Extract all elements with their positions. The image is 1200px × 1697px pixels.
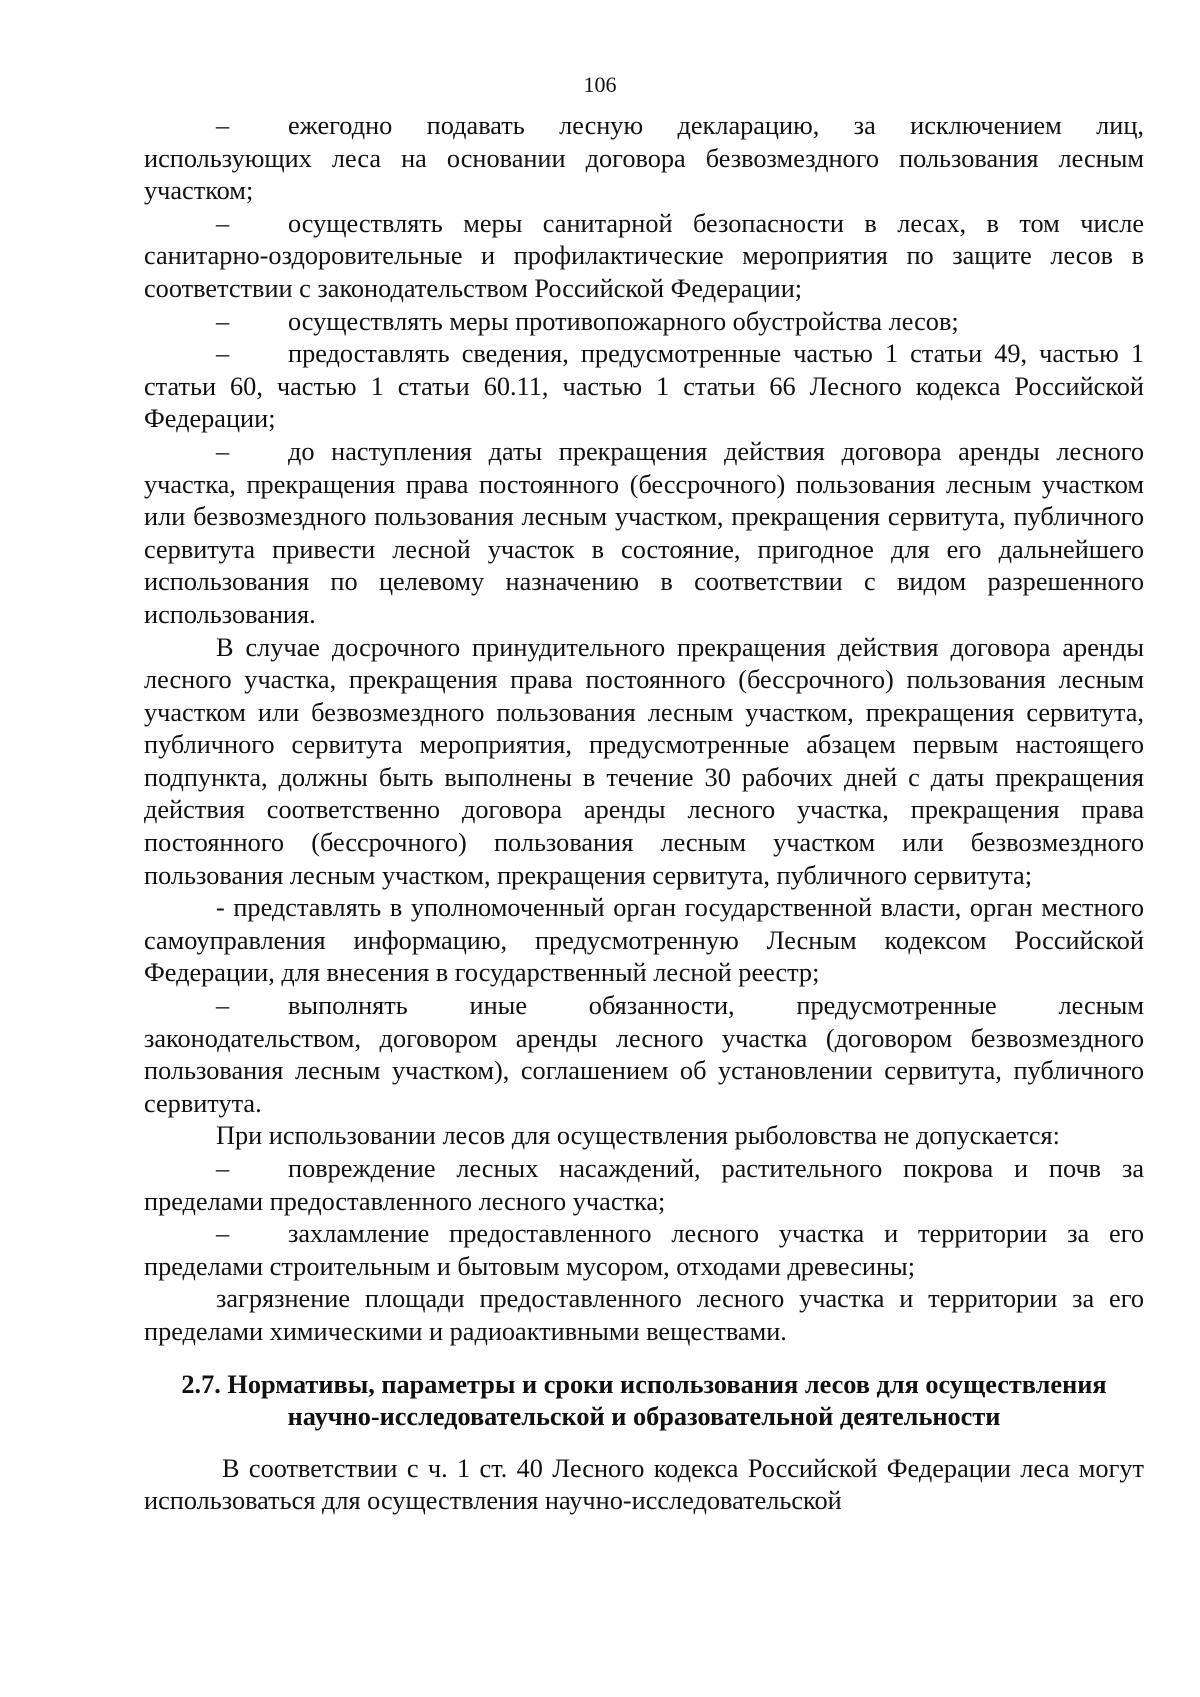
list-item-text: до наступления даты прекращения действия договора аренды лесного участка, прекращения права постоянного (бессрочного) пользования лесным участком или безвозмездного пользования лесным участком, прекращения сервитута, публичного сервитута привести лесной участок в состояние, пригодное для его дальнейшего использования по целевому назначению в соответствии с видом разрешенного использования.	[144, 436, 1144, 629]
body-paragraph: В соответствии с ч. 1 ст. 40 Лесного кодекса Российской Федерации леса могут использоваться для осуществления научно-исследовательской	[144, 1453, 1144, 1516]
list-item	[144, 110, 1144, 208]
list-dash: –	[216, 208, 230, 238]
page-number: 106	[583, 72, 617, 97]
list-dash: –	[216, 111, 230, 140]
list-item-text: осуществлять меры санитарной безопасности в лесах, в том числе санитарно-оздоровительные и профилактические мероприятия по защите лесов в соответствии с законодательством Российской Федерации;	[144, 208, 1144, 303]
list-item-text: повреждение лесных насаждений, растительного покрова и почв за пределами предоставленного лесного участка;	[144, 1154, 1144, 1216]
section-heading: 2.7. Нормативы, параметры и сроки использования лесов для осуществления научно-исследовательской и образовательной деятельности	[181, 1369, 1107, 1431]
list-dash: –	[216, 306, 230, 336]
list-item	[144, 1153, 1144, 1218]
list-item-text: осуществлять меры противопожарного обустройства лесов;	[288, 306, 959, 336]
body-paragraph: загрязнение площади предоставленного лесного участка и территории за его пределами химическими и радиоактивными веществами.	[144, 1284, 1144, 1346]
list-item	[144, 436, 1144, 632]
list-item	[144, 208, 1144, 306]
list-item-text: захламление предоставленного лесного участка и территории за его пределами строительным и бытовым мусором, отходами древесины;	[144, 1219, 1144, 1281]
list-dash: –	[216, 991, 230, 1021]
list-dash: –	[216, 1219, 230, 1249]
body-paragraph: При использовании лесов для осуществления рыболовства не допускается:	[216, 1121, 1060, 1151]
list-dash: –	[216, 1154, 230, 1183]
list-item-text: ежегодно подавать лесную декларацию, за исключением лиц, использующих леса на основании договора безвозмездного пользования лесным участком;	[144, 111, 1144, 206]
list-dash: –	[216, 339, 230, 369]
list-item	[144, 1218, 1144, 1283]
body-paragraph: - представлять в уполномоченный орган государственной власти, орган местного самоуправления информацию, предусмотренную Лесным кодексом Российской Федерации, для внесения в государственный лесной реестр;	[144, 893, 1144, 988]
list-item-text: выполнять иные обязанности, предусмотренные лесным законодательством, договором аренды лесного участка (договором безвозмездного пользования лесным участком), соглашением об установлении сервитута, публичного сервитута.	[144, 991, 1144, 1118]
list-item-text: предоставлять сведения, предусмотренные частью 1 статьи 49, частью 1 статьи 60, частью 1 статьи 60.11, частью 1 статьи 66 Лесного кодекса Российской Федерации;	[144, 339, 1144, 434]
list-item	[144, 306, 1144, 339]
list-item	[144, 338, 1144, 436]
list-dash: –	[216, 436, 230, 466]
page-content	[144, 110, 1144, 1518]
list-item	[144, 990, 1144, 1120]
body-paragraph: В случае досрочного принудительного прекращения действия договора аренды лесного участка, прекращения права постоянного (бессрочного) пользования лесным участком или безвозмездного пользования лесным участком, прекращения сервитута, публичного сервитута мероприятия, предусмотренные абзацем первым настоящего подпункта, должны быть выполнены в течение 30 рабочих дней с даты прекращения действия соответственно договора аренды лесного участка, прекращения права постоянного (бессрочного) пользования лесным участком или безвозмездного пользования лесным участком, прекращения сервитута, публичного сервитута;	[144, 632, 1144, 890]
